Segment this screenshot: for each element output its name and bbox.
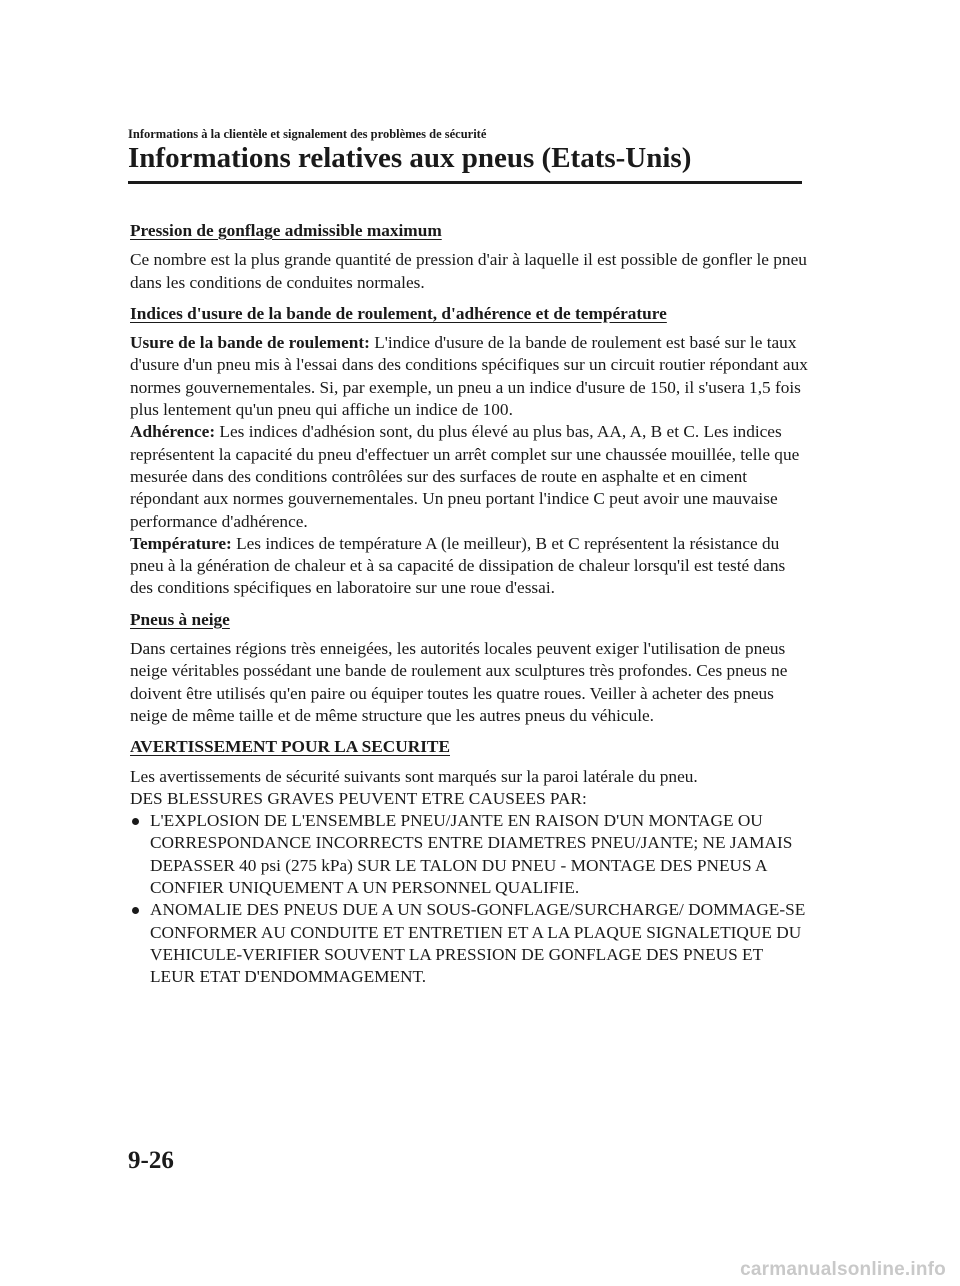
paragraph-safety-injury: DES BLESSURES GRAVES PEUVENT ETRE CAUSEES PAR: bbox=[130, 788, 587, 808]
section-heading-max-pressure: Pression de gonflage admissible maximum bbox=[130, 221, 442, 240]
list-item bbox=[130, 899, 810, 988]
temperature-label: Température: bbox=[130, 533, 232, 553]
bullet-icon bbox=[132, 818, 139, 825]
paragraph-treadwear bbox=[130, 332, 810, 421]
page-title: Informations relatives aux pneus (Etats-Unis) bbox=[128, 142, 692, 174]
treadwear-label: Usure de la bande de roulement: bbox=[130, 333, 370, 353]
header-divider bbox=[128, 181, 802, 184]
document-body bbox=[130, 220, 810, 989]
paragraph-traction bbox=[130, 421, 810, 532]
traction-text: Les indices d'adhésion sont, du plus élevé au plus bas, AA, A, B et C. Les indices représentent la capacité du pneu d'effectuer un arrêt complet sur une chaussée mouillée, telle que mesurée dans des conditions contrôlées sur des surfaces de route en asphalte et en ciment répondant aux normes gouvernementales. Un pneu portant l'indice C peut avoir une mauvaise performance d'adhérence. bbox=[130, 422, 800, 531]
section-heading-snow-tires: Pneus à neige bbox=[130, 609, 230, 629]
bullet-icon bbox=[132, 907, 139, 914]
page-number: 9-26 bbox=[128, 1147, 174, 1174]
breadcrumb: Informations à la clientèle et signalement des problèmes de sécurité bbox=[128, 127, 487, 141]
temperature-text: Les indices de température A (le meilleur), B et C représentent la résistance du pneu à la génération de chaleur et à sa capacité de dissipation de chaleur lorsqu'il est testé dans des conditions spécifiques en laboratoire sur une roue d'essai. bbox=[130, 533, 786, 598]
list-item-text: ANOMALIE DES PNEUS DUE A UN SOUS-GONFLAGE/SURCHARGE/ DOMMAGE-SE CONFORMER AU CONDUITE ET ENTRETIEN ET A LA PLAQUE SIGNALETIQUE DU VEHICULE-VERIFIER SOUVENT LA PRESSION DE GONFLAGE DES PNEUS ET LEUR ETAT D'ENDOMMAGEMENT. bbox=[150, 900, 806, 987]
paragraph-safety-intro: Les avertissements de sécurité suivants sont marqués sur la paroi latérale du pneu. bbox=[130, 766, 698, 786]
watermark: carmanualsonline.info bbox=[740, 1259, 946, 1280]
list-item-text: L'EXPLOSION DE L'ENSEMBLE PNEU/JANTE EN RAISON D'UN MONTAGE OU CORRESPONDANCE INCORRECTS ENTRE DIAMETRES PNEU/JANTE; NE JAMAIS DEPASSER 40 psi (275 kPa) SUR LE TALON DU PNEU - MONTAGE DES PNEUS A CONFIER UNIQUEMENT A UN PERSONNEL QUALIFIE. bbox=[150, 811, 793, 898]
section-heading-safety-warning: AVERTISSEMENT POUR LA SECURITE bbox=[130, 737, 450, 757]
paragraph-snow-tires: Dans certaines régions très enneigées, les autorités locales peuvent exiger l'utilisation de pneus neige véritables possédant une bande de roulement aux sculptures très profondes. Ces pneus ne doivent être utilisés qu'en paire ou équiper toutes les quatre roues. Veiller à acheter des pneus neige de même taille et de même structure que les autres pneus du véhicule. bbox=[130, 639, 788, 725]
paragraph-max-pressure: Ce nombre est la plus grande quantité de pression d'air à laquelle il est possible de gonfler le pneu dans les conditions de conduites normales. bbox=[130, 250, 807, 292]
safety-warning-list bbox=[130, 810, 810, 988]
section-heading-indices: Indices d'usure de la bande de roulement, d'adhérence et de température bbox=[130, 303, 667, 323]
paragraph-temperature bbox=[130, 533, 810, 600]
treadwear-text: L'indice d'usure de la bande de roulement est basé sur le taux d'usure d'un pneu mis à l'essai dans des conditions spécifiques sur un circuit routier répondant aux normes gouvernementales. Si, par exemple, un pneu a un indice d'usure de 150, il s'usera 1,5 fois plus lentement qu'un pneu qui affiche un indice de 100. bbox=[130, 333, 808, 420]
list-item bbox=[130, 810, 810, 899]
traction-label: Adhérence: bbox=[130, 422, 216, 442]
